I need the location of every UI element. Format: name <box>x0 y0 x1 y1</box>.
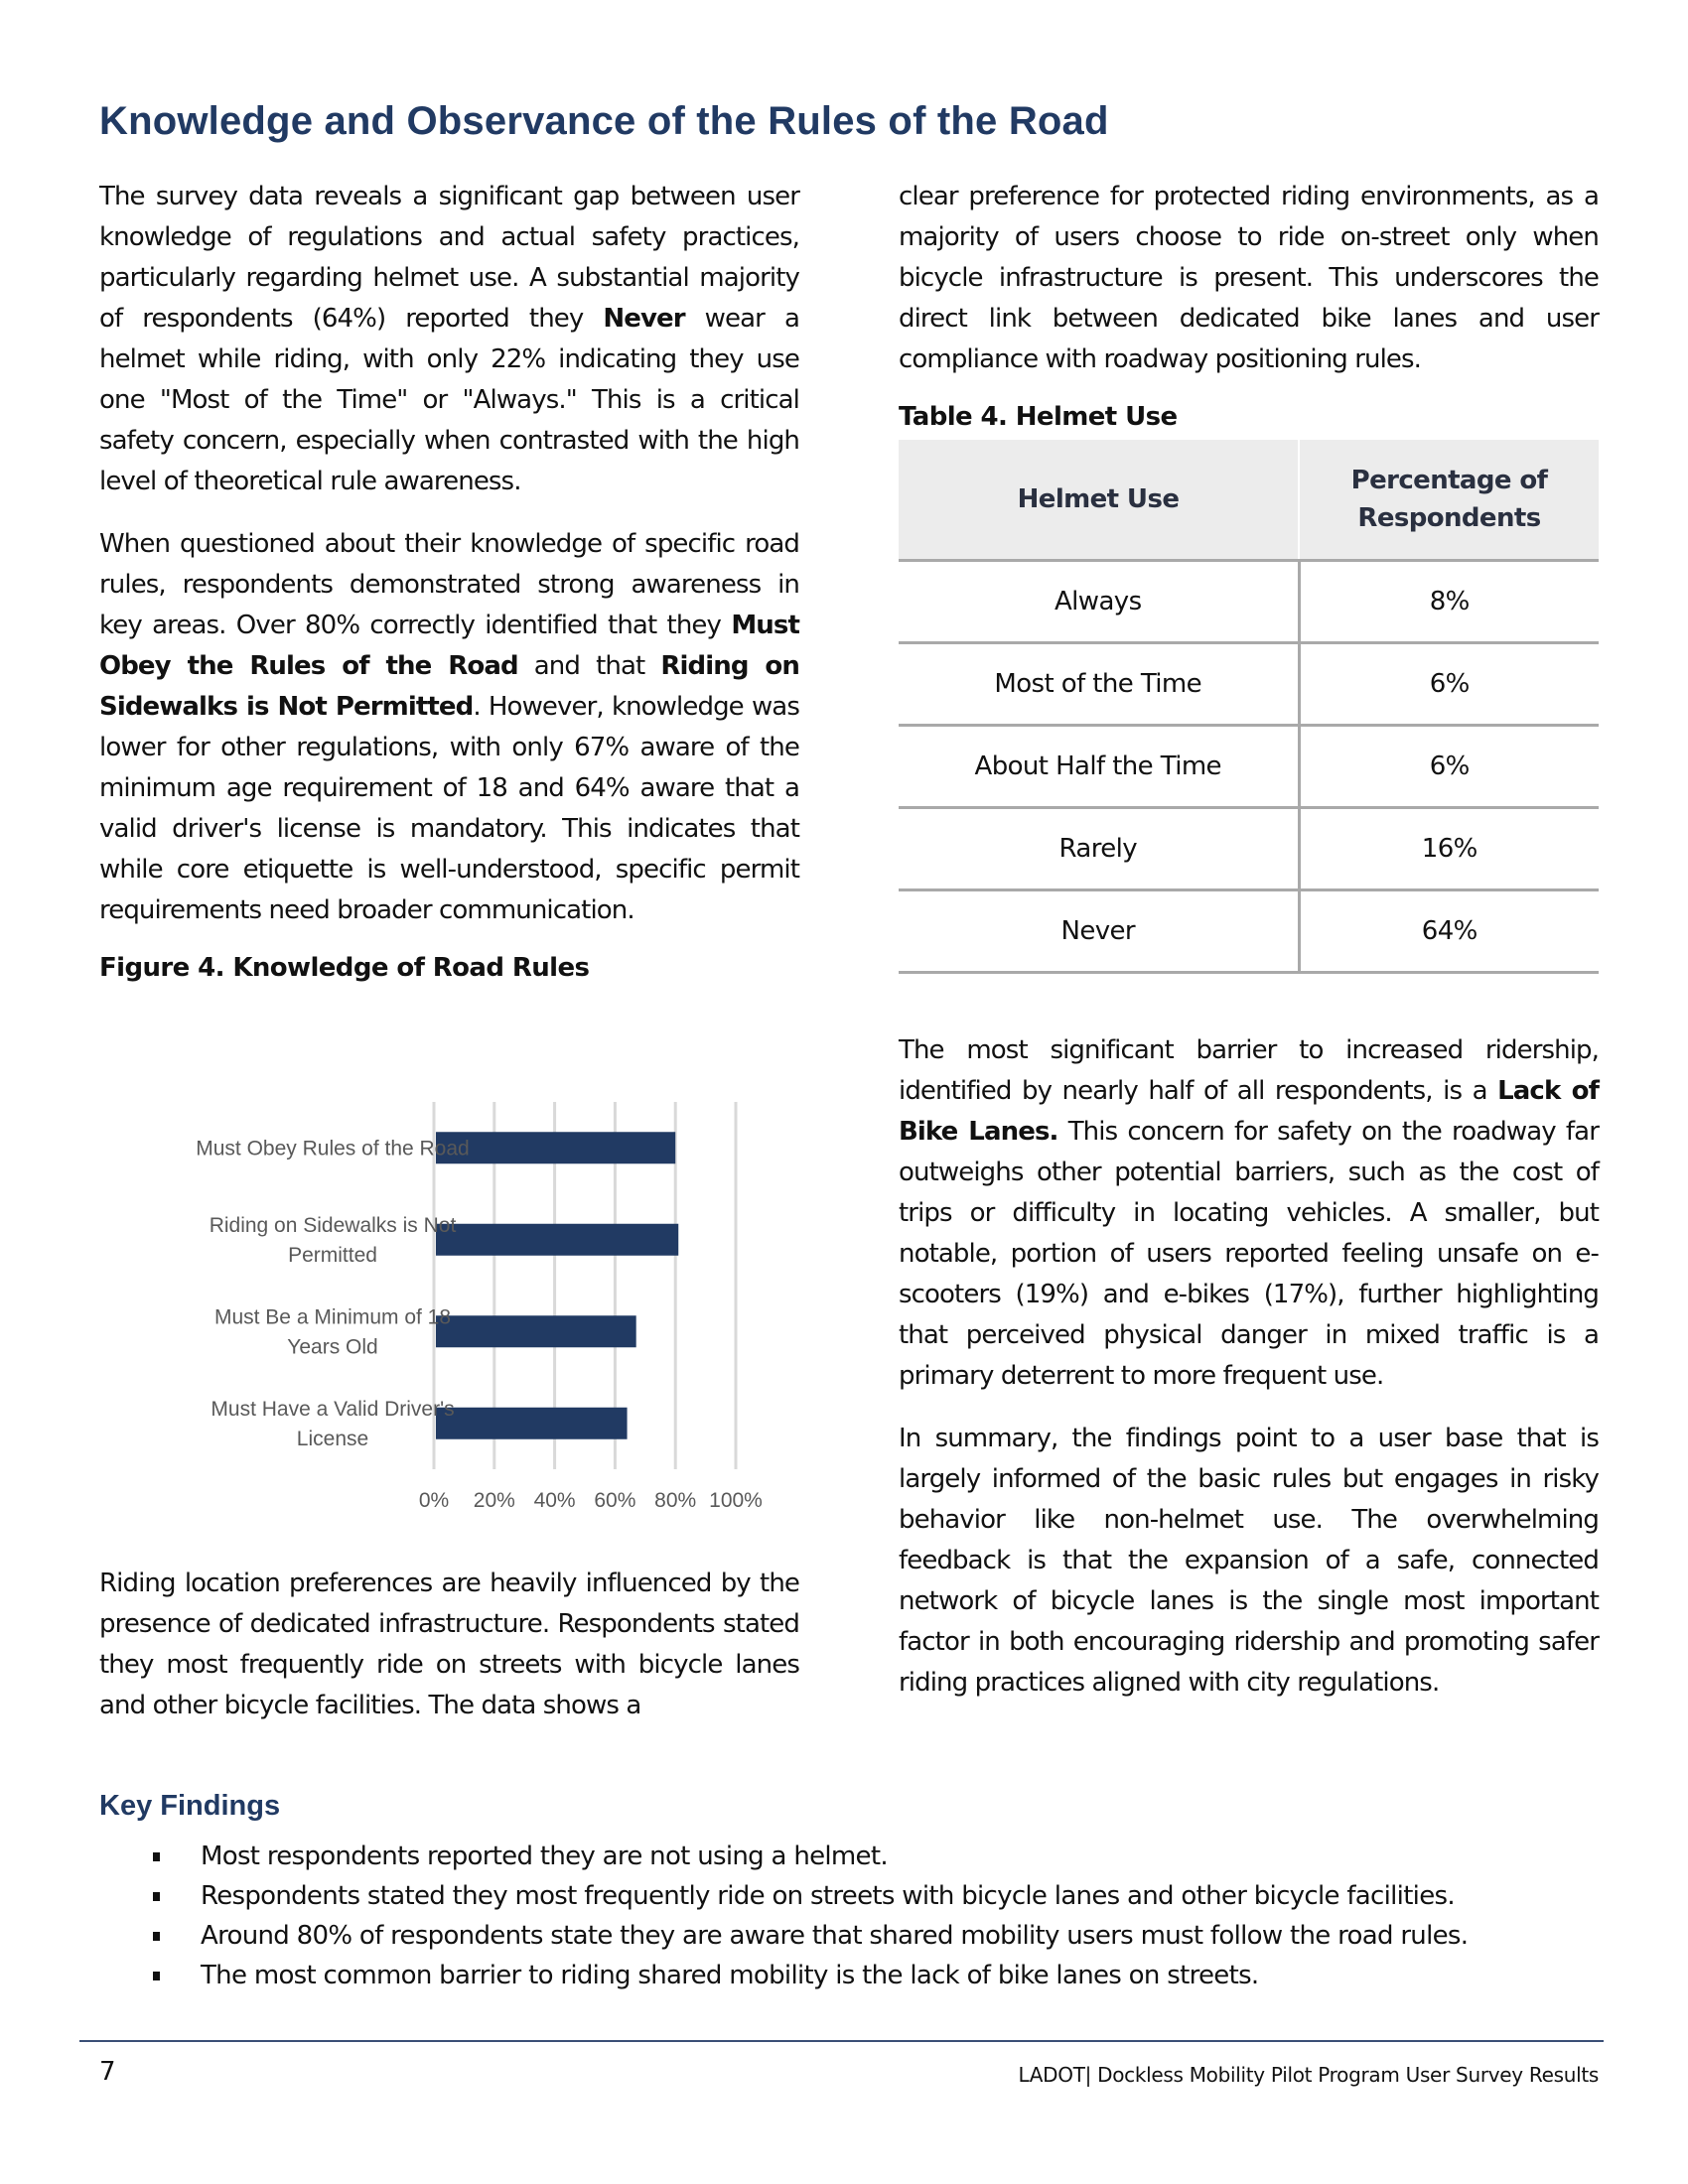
helmet-use-table <box>899 440 1599 974</box>
category-label: Permitted <box>288 1243 377 1267</box>
bold-text-run: Never <box>603 304 685 334</box>
table-row <box>899 726 1599 808</box>
list-item <box>99 1837 1599 1876</box>
list-item <box>99 1876 1599 1916</box>
row-label: Never <box>899 890 1299 973</box>
x-tick-label: 0% <box>418 1489 450 1512</box>
bold-text-run: Must Obey the Rules of the Road <box>99 611 799 681</box>
right-column-lower <box>899 1030 1599 1725</box>
column-header-helmet-use: Helmet Use <box>899 440 1299 561</box>
text-run: When questioned about their knowledge of specific road rules, respondents demonstrated strong awareness in key areas. Over 80% correctly identified that they <box>99 529 799 640</box>
table-row <box>899 561 1599 643</box>
left-column <box>99 177 799 983</box>
left-column-lower <box>99 1564 799 1748</box>
text-run: The most significant barrier to increased ridership, identified by nearly half of all respondents, is a <box>899 1035 1599 1106</box>
bar <box>436 1408 628 1439</box>
x-tick-label: 40% <box>533 1489 576 1512</box>
row-value: 64% <box>1299 890 1599 973</box>
paragraph-helmet-gap <box>99 177 799 502</box>
text-run: The survey data reveals a significant gap between user knowledge of regulations and actual safety practices, particularly regarding helmet use. A substantial majority of respondents (64%) reported they <box>99 182 799 334</box>
list-item-text: Around 80% of respondents state they are aware that shared mobility users must follow the road rules. <box>201 1921 1469 1951</box>
bold-text-run: Lack of Bike Lanes. <box>899 1076 1599 1147</box>
row-label: Rarely <box>899 808 1299 890</box>
square-bullet-icon <box>153 1892 160 1901</box>
table-header-row <box>899 440 1599 561</box>
paragraph-barriers <box>899 1030 1599 1397</box>
text-run: wear a helmet while riding, with only 22% indicating they use one "Most of the Time" or "Always." This is a critical safety concern, especially when contrasted with the high level of theoretical rule awareness. <box>99 304 800 496</box>
square-bullet-icon <box>153 1852 160 1861</box>
table-row <box>899 643 1599 726</box>
list-item <box>99 1916 1599 1956</box>
list-item-text: The most common barrier to riding shared mobility is the lack of bike lanes on streets. <box>201 1961 1259 1990</box>
key-findings-list <box>99 1837 1599 1995</box>
x-tick-label: 100% <box>709 1489 763 1512</box>
page-title: Knowledge and Observance of the Rules of the Road <box>99 99 1109 143</box>
text-run: This concern for safety on the roadway far outweighs other potential barriers, such as the cost of trips or difficulty in locating vehicles. A smaller, but notable, portion of users reported feeling unsafe on e-scooters (19%) and e-bikes (17%), further highlighting that perceived physical danger in mixed traffic is a primary deterrent to more frequent use. <box>899 1117 1599 1391</box>
text-run: . However, knowledge was lower for other regulations, with only 67% aware of the minimum age requirement of 18 and 64% aware that a valid driver's license is mandatory. This indicates that while core etiquette is well-understood, specific permit requirements need broader communication. <box>99 692 799 925</box>
square-bullet-icon <box>153 1932 160 1941</box>
paragraph-protected-preference: clear preference for protected riding environments, as a majority of users choose to ride on-street only when bicycle infrastructure is present. This underscores the direct link between dedicated bike lanes and user compliance with roadway positioning rules. <box>899 182 1599 374</box>
column-header-percentage <box>1299 440 1599 561</box>
key-findings-title: Key Findings <box>99 1790 281 1822</box>
page-number: 7 <box>99 2057 116 2087</box>
paragraph-riding-location: Riding location preferences are heavily influenced by the presence of dedicated infrastructure. Respondents stated they most frequently ride on streets with bicycle lanes and other bicycle facilities. The data shows a <box>99 1569 799 1720</box>
category-label: Must Have a Valid Driver's <box>211 1397 455 1421</box>
category-label: Must Obey Rules of the Road <box>196 1137 470 1160</box>
helmet-use-table-wrap <box>899 440 1599 974</box>
row-value: 8% <box>1299 561 1599 643</box>
text-run: and that <box>517 651 661 681</box>
list-item-text: Respondents stated they most frequently ride on streets with bicycle lanes and other bicycle facilities. <box>201 1881 1455 1911</box>
row-value: 6% <box>1299 643 1599 726</box>
footer-document-title: LADOT| Dockless Mobility Pilot Program User Survey Results <box>1018 2063 1599 2087</box>
table-row <box>899 890 1599 973</box>
square-bullet-icon <box>153 1972 160 1980</box>
chart-svg <box>99 1092 794 1529</box>
bold-text-run: Riding on Sidewalks is Not Permitted <box>99 651 799 722</box>
bar <box>436 1132 675 1163</box>
list-item-text: Most respondents reported they are not using a helmet. <box>201 1842 888 1871</box>
category-label: Years Old <box>287 1335 378 1359</box>
figure-caption: Figure 4. Knowledge of Road Rules <box>99 953 590 983</box>
bar <box>436 1224 678 1256</box>
bar <box>436 1315 636 1347</box>
row-label: Most of the Time <box>899 643 1299 726</box>
row-label: Always <box>899 561 1299 643</box>
category-label: Riding on Sidewalks is Not <box>209 1213 457 1237</box>
footer-divider <box>79 2040 1604 2042</box>
table-row <box>899 808 1599 890</box>
paragraph-summary: In summary, the findings point to a user base that is largely informed of the basic rules but engages in risky behavior like non-helmet use. The overwhelming feedback is that the expansion of a safe, connected network of bicycle lanes is the single most important factor in both encouraging ridership and promoting safer riding practices aligned with city regulations. <box>899 1424 1599 1698</box>
row-label: About Half the Time <box>899 726 1299 808</box>
right-column <box>899 177 1599 974</box>
table-caption: Table 4. Helmet Use <box>899 402 1178 432</box>
paragraph-rule-knowledge <box>99 524 799 931</box>
list-item <box>99 1956 1599 1995</box>
category-label: Must Be a Minimum of 18 <box>213 1305 452 1329</box>
x-tick-label: 80% <box>654 1489 697 1512</box>
x-tick-label: 20% <box>473 1489 515 1512</box>
category-label: License <box>296 1427 369 1450</box>
row-value: 6% <box>1299 726 1599 808</box>
x-tick-label: 60% <box>594 1489 636 1512</box>
road-rules-bar-chart <box>99 1092 794 1529</box>
row-value: 16% <box>1299 808 1599 890</box>
column-header-percentage-text: Percentage of Respondents <box>1350 466 1548 533</box>
